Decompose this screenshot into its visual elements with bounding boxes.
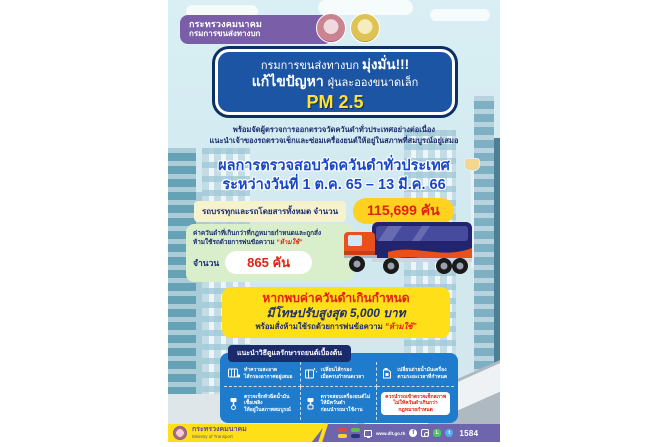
footer-ministry-th: กระทรวงคมนาคม (192, 426, 247, 433)
app-badge-icon (351, 434, 360, 438)
app-badge-icon (351, 428, 360, 432)
tip-item (301, 387, 378, 421)
ministry-name: กระทรวงคมนาคม (189, 19, 263, 29)
app-badges (351, 428, 360, 438)
banned-word: “ห้ามใช้” (276, 238, 303, 246)
air-filter-icon (227, 367, 241, 380)
engine-oil-icon (380, 367, 394, 380)
injector-icon (227, 397, 241, 410)
footer-ministry (192, 426, 247, 440)
penalty-line3 (222, 321, 450, 333)
total-inspected-value: 115,699 คัน (353, 198, 454, 224)
exceed-limit-box (186, 224, 354, 282)
tip-text: ตรวจเช็กหัวฉีดน้ำมันเชื้อเพลิง ให้อยู่ในสภาพสมบูรณ์ (244, 393, 291, 413)
exceed-line1: ค่าควันดำที่เกินกว่าที่กฎหมายกำหนดและถูกสั่ง (193, 230, 322, 237)
results-heading (168, 157, 500, 195)
tips-panel (220, 353, 458, 423)
website-url: www.dlt.go.th (376, 430, 406, 436)
penalty-line3-text: พร้อมสั่งห้ามใช้รถด้วยการพ่นข้อความ (255, 322, 385, 331)
tip-item (224, 362, 301, 387)
pm25-label: PM 2.5 (306, 92, 364, 112)
intro-text (178, 124, 490, 146)
replace-filter-icon (304, 367, 318, 380)
tip-text: ควรนำรถเข้าตรวจเช็กสภาพ ไม่ให้ควันดำเกินกว่ากฎหมายกำหนด (385, 393, 447, 413)
exceed-count-row (193, 251, 347, 274)
hotline-number: 1584 (459, 428, 479, 438)
app-badges (338, 428, 347, 438)
title-line1-lead: กรมการขนส่งทางบก (260, 60, 363, 72)
title-box (215, 49, 455, 115)
line-app-icon: L (433, 429, 441, 437)
facebook-icon: f (409, 429, 417, 437)
penalty-box (222, 287, 450, 338)
title-line2 (218, 74, 452, 91)
twitter-icon: t (445, 429, 453, 437)
truck-and-bus-illustration (344, 206, 476, 282)
tips-header-tab: แนะนำวิธีดูแลรักษารถยนต์เบื้องต้น (228, 345, 351, 362)
website-icon (364, 430, 372, 437)
exceed-line2 (193, 239, 347, 248)
footer-contact-icons (338, 424, 478, 442)
count-label: จำนวน (193, 257, 220, 268)
agency-badge (180, 15, 332, 44)
exceed-line2-text: ห้ามใช้รถด้วยการพ่นข้อความ (193, 238, 277, 246)
results-heading-line1: ผลการตรวจสอบวัดควันดำทั่วประเทศ (218, 158, 450, 174)
pm25-infographic-poster (168, 0, 500, 442)
department-name: กรมการขนส่งทางบก (189, 29, 261, 38)
exceed-count-value: 865 คัน (225, 251, 312, 274)
banned-word: “ห้ามใช้” (384, 322, 417, 331)
title-line2-rest: ฝุ่นละอองขนาดเล็ก (327, 77, 419, 89)
engine-check-icon (304, 397, 318, 410)
penalty-line2: มีโทษปรับสูงสุด 5,000 บาท (266, 306, 406, 320)
app-badge-icon (338, 428, 347, 432)
penalty-line1: หากพบค่าควันดำเกินกำหนด (262, 291, 410, 305)
ministry-logo-icon (173, 426, 187, 440)
tip-text: เปลี่ยนไส้กรอง เมื่อครบกำหนดเวลา (320, 367, 365, 380)
total-inspected-label: รถบรรทุกและรถโดยสารทั้งหมด จำนวน (194, 201, 346, 222)
results-heading-line2: ระหว่างวันที่ 1 ต.ค. 65 – 13 มี.ค. 66 (222, 177, 446, 193)
tip-item (377, 362, 454, 387)
tips-grid (224, 362, 454, 420)
title-line2-lead: แก้ไขปัญหา (251, 73, 328, 89)
footer-ministry-en: Ministry of Transport (192, 434, 233, 439)
tip-item (224, 387, 301, 421)
tip-item (301, 362, 378, 387)
intro-line2: แนะนำเจ้าของรถตรวจเช็กและซ่อมเครื่องยนต์ให้อยู่ในสภาพที่สมบูรณ์อยู่เสมอ (209, 136, 459, 145)
tip-text: ตรวจสอบเครื่องยนต์ไม่ให้มีควันดำ ก่อนนำรถมาใช้งาน (320, 393, 371, 413)
title-line1 (218, 57, 452, 74)
tip-highlight-card (381, 392, 450, 416)
intro-line1: พร้อมจัดผู้ตรวจการออกตรวจวัดควันดำทั่วประเทศอย่างต่อเนื่อง (232, 125, 436, 134)
app-badge-icon (338, 434, 347, 438)
instagram-icon (421, 429, 429, 437)
dlt-seal-icon (316, 13, 346, 43)
title-line1-emphasis: มุ่งมั่น!!! (362, 57, 410, 72)
tip-text: ทำความสะอาด ไส้กรองอากาศอยู่เสมอ (244, 367, 293, 380)
tip-text: เปลี่ยนถ่ายน้ำมันเครื่อง ตามระยะเวลาที่กำหนด (397, 367, 448, 380)
footer-bar (168, 424, 500, 442)
cloud (430, 9, 490, 21)
ministry-seal-icon (350, 13, 380, 43)
tip-item-highlight (377, 387, 454, 421)
